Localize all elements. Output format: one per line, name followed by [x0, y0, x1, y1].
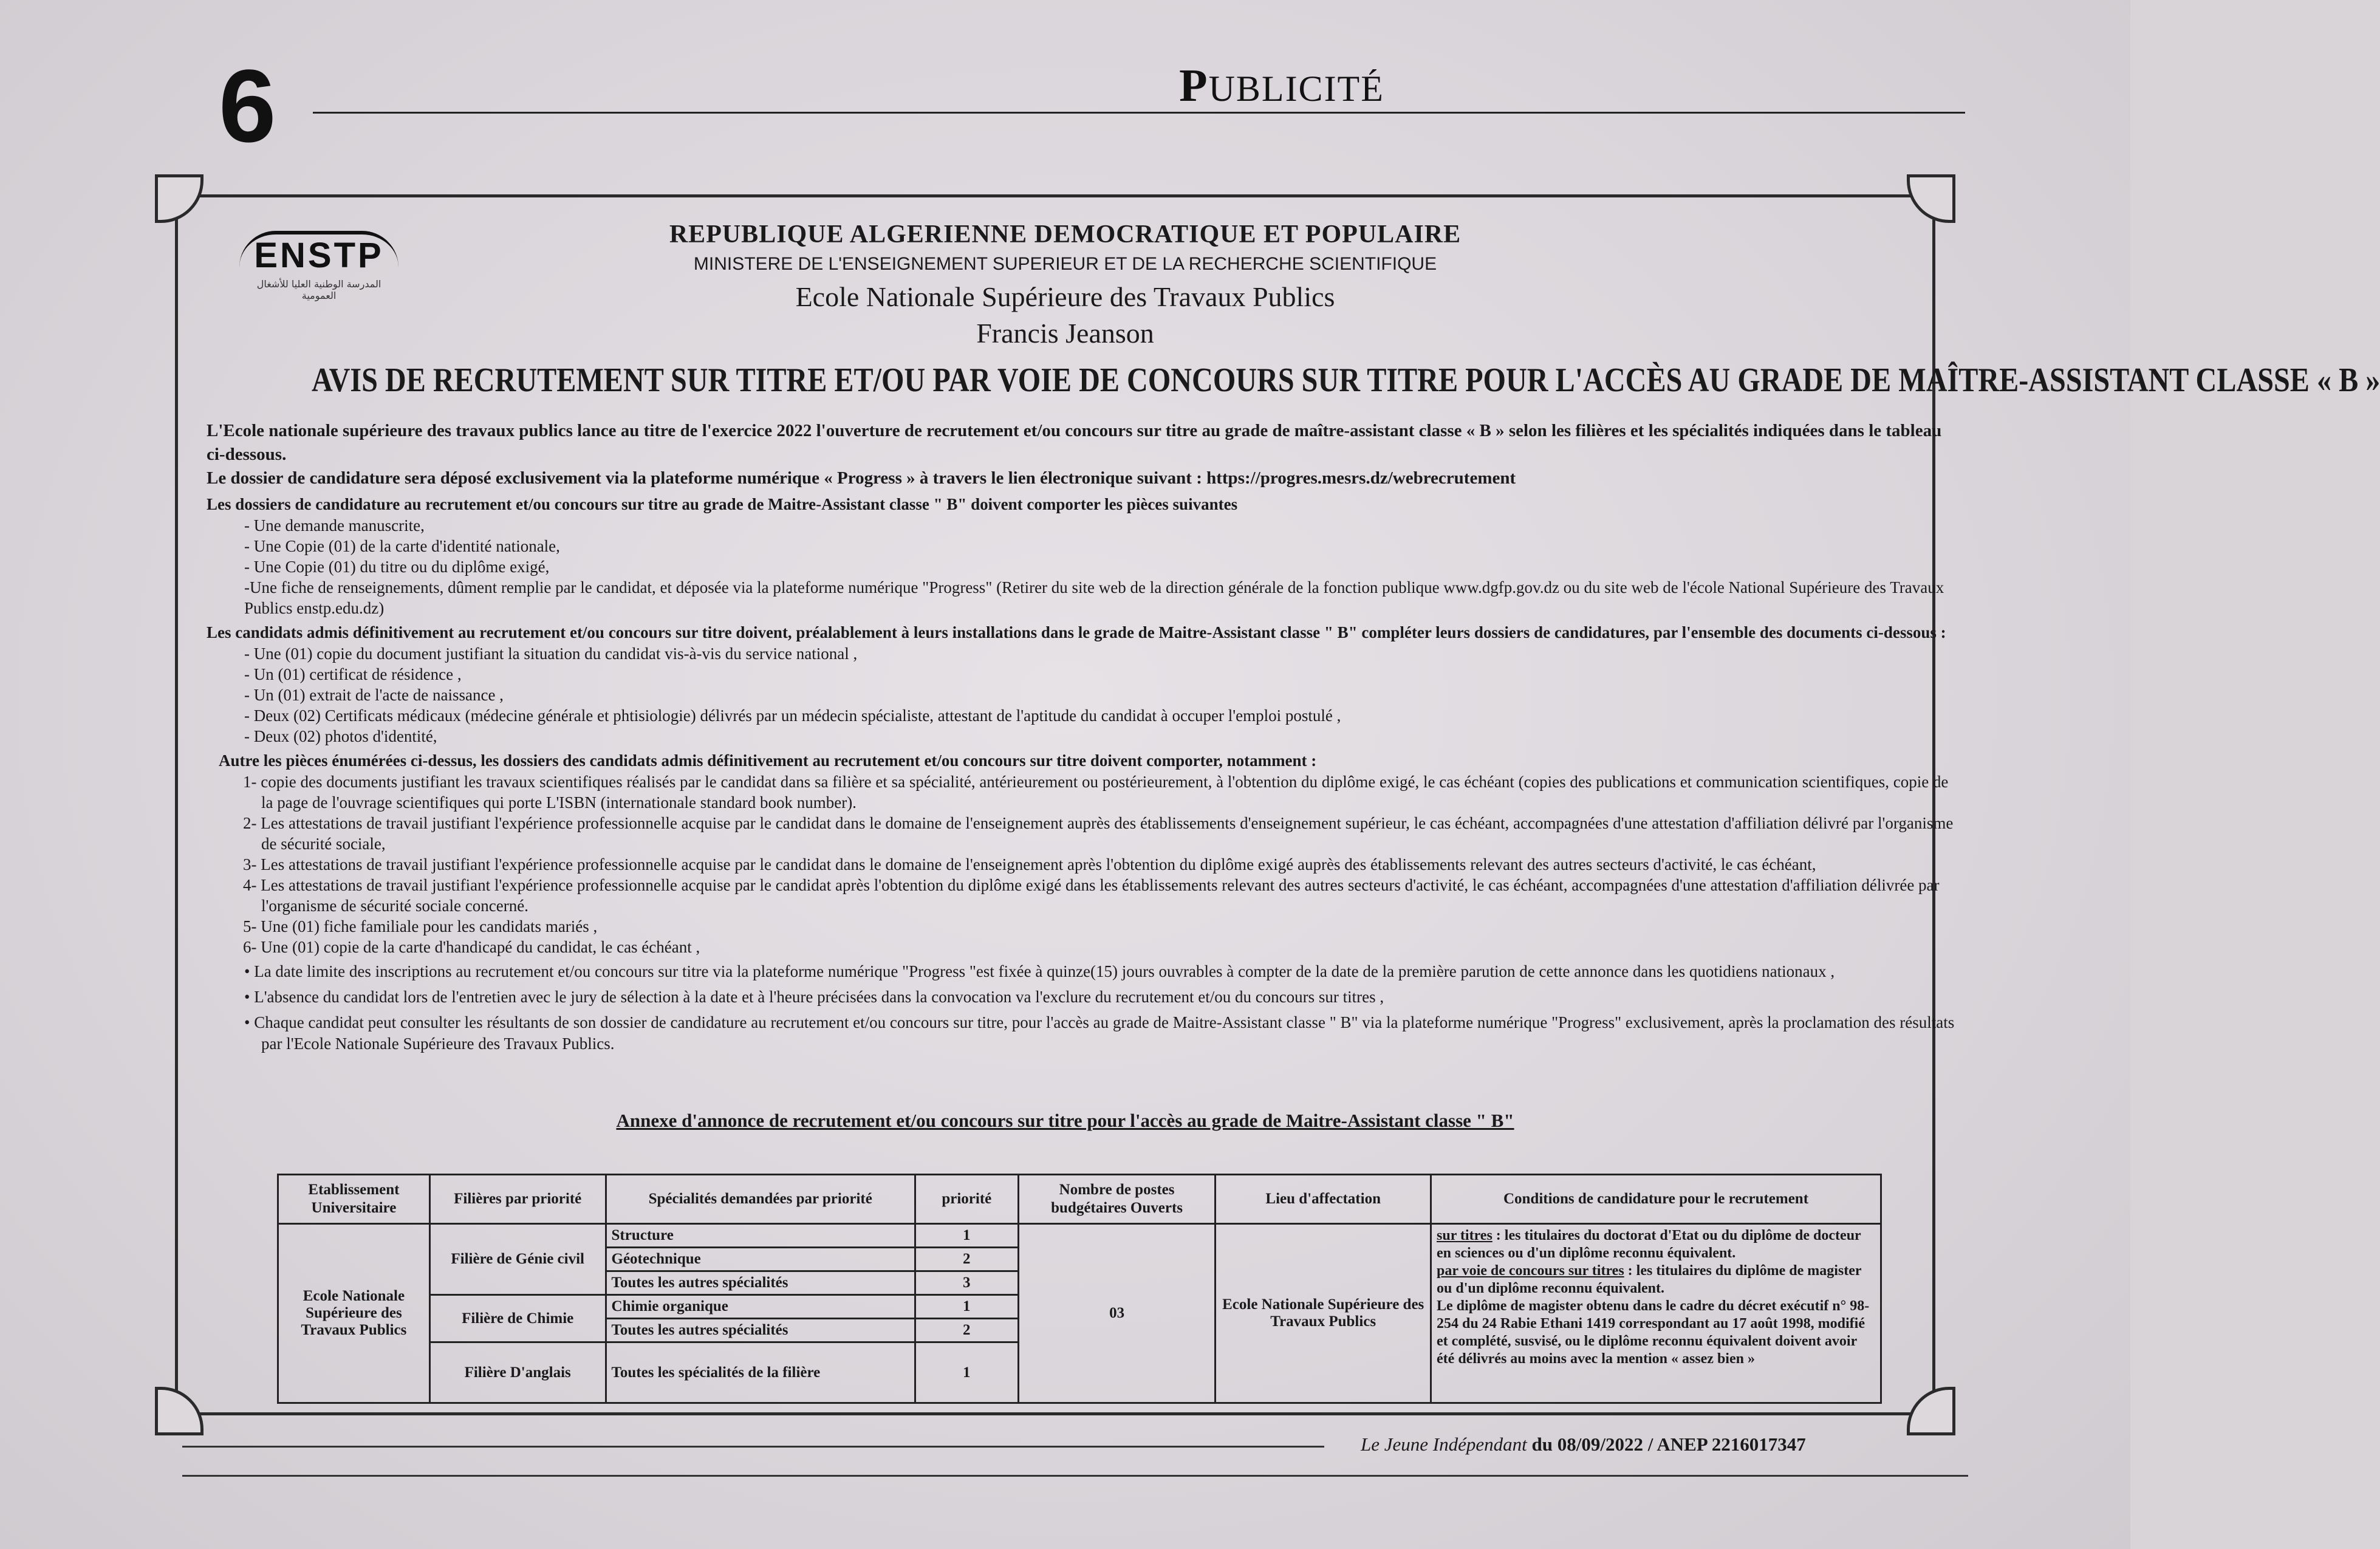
- conditions-cell: [1431, 1224, 1881, 1403]
- annex-table: [277, 1174, 1882, 1404]
- list-item: - Deux (02) photos d'identité,: [244, 727, 437, 745]
- priorite-cell: 1: [915, 1295, 1018, 1319]
- list-item: - Un (01) extrait de l'acte de naissance ,: [244, 686, 504, 704]
- priorite-cell: 1: [915, 1224, 1018, 1248]
- list-item: - Deux (02) Certificats médicaux (médecine générale et phtisiologie) délivrés par un médecin spécialiste, attestant de l'aptitude du candidat à occuper l'emploi postulé ,: [244, 706, 1341, 725]
- filiere-cell: Filière D'anglais: [429, 1342, 606, 1403]
- priorite-cell: 1: [915, 1342, 1018, 1403]
- specialite-cell: Toutes les autres spécialités: [606, 1271, 915, 1295]
- notes-list: [207, 961, 1956, 1055]
- filiere-cell: Filière de Génie civil: [429, 1224, 606, 1295]
- list-item: -Une fiche de renseignements, dûment remplie par le candidat, et déposée via la plateforme numérique "Progress" (Retirer du site web de la direction générale de la fonction publique www.dgfp.gov.dz ou du site web de l'école National Supérieure des Travaux Publics enstp.edu.dz): [244, 578, 1944, 617]
- priorite-cell: 3: [915, 1271, 1018, 1295]
- priorite-cell: 2: [915, 1319, 1018, 1342]
- specialite-cell: Chimie organique: [606, 1295, 915, 1319]
- republic-heading: REPUBLIQUE ALGERIENNE DEMOCRATIQUE ET POPULAIRE: [669, 221, 1462, 248]
- intro-paragraph: L'Ecole nationale supérieure des travaux publics lance au titre de l'exercice 2022 l'ouverture de recrutement et/ou concours sur titre au grade de maître-assistant classe « B » selon les filières et les spécialités indiquées dans le tableau ci-dessous.: [207, 421, 1942, 464]
- avis-title: AVIS DE RECRUTEMENT SUR TITRE ET/OU PAR VOIE DE CONCOURS SUR TITRE POUR L'ACCÈS AU GRADE DE MAÎTRE-ASSISTANT CLASSE « B »: [312, 361, 2380, 399]
- ad-body: [207, 419, 1956, 1059]
- list-item: 4- Les attestations de travail justifiant l'expérience professionnelle acquise par le candidat après l'obtention du diplôme exigé dans les établissements relevant des autres secteurs d'activité, le cas échéant, accompagnées d'une attestation d'affiliation délivrée par l'organisme de sécurité sociale concerné.: [243, 876, 1940, 915]
- specialite-cell: Géotechnique: [606, 1248, 915, 1271]
- logo-subtext: المدرسة الوطنية العليا للأشغال العمومية: [256, 278, 381, 302]
- footer-citation: [1361, 1434, 1806, 1455]
- column-header: Filières par priorité: [429, 1175, 606, 1224]
- autres-list: [207, 771, 1956, 957]
- school-name-heading: Francis Jeanson: [976, 318, 1154, 349]
- priorite-cell: 2: [915, 1248, 1018, 1271]
- list-item: - Un (01) certificat de résidence ,: [244, 665, 462, 683]
- sur-titres-text: : les titulaires du doctorat d'Etat ou du diplôme de docteur en sciences ou d'un diplôme reconnu équivalent.: [1437, 1228, 1861, 1261]
- bottom-rule: [182, 1475, 1968, 1477]
- list-item: 3- Les attestations de travail justifiant l'expérience professionnelle acquise par le candidat dans le domaine de l'enseignement après l'obtention du diplôme exigé auprès des établissements relevant des autres secteurs d'activité, le cas échéant,: [243, 855, 1816, 874]
- list-item: - Une (01) copie du document justifiant la situation du candidat vis-à-vis du service national ,: [244, 645, 858, 663]
- table-header-row: [278, 1175, 1881, 1224]
- column-header: Spécialités demandées par priorité: [606, 1175, 915, 1224]
- section-title-initial: P: [1179, 60, 1209, 111]
- filiere-cell: Filière de Chimie: [429, 1295, 606, 1342]
- postes-cell: 03: [1018, 1224, 1216, 1403]
- annex-title: Annexe d'annonce de recrutement et/ou concours sur titre pour l'accès au grade de Maitre-Assistant classe " B": [616, 1110, 1514, 1131]
- concours-text: : les titulaires du diplôme de magister ou d'un diplôme reconnu équivalent.: [1437, 1263, 1862, 1296]
- list-item: 6- Une (01) copie de la carte d'handicapé du candidat, le cas échéant ,: [243, 938, 700, 956]
- list-item: 5- Une (01) fiche familiale pour les candidats mariés ,: [243, 917, 598, 935]
- lieu-cell: Ecole Nationale Supérieure des Travaux Publics: [1216, 1224, 1431, 1403]
- list-item: - Une demande manuscrite,: [244, 516, 425, 535]
- intro-link-paragraph: Le dossier de candidature sera déposé exclusivement via la plateforme numérique « Progress » à travers le lien électronique suivant : https://progres.mesrs.dz/webrecrutement: [207, 468, 1516, 488]
- admis-title: Les candidats admis définitivement au recrutement et/ou concours sur titre doivent, préalablement à leurs installations dans le grade de Maitre-Assistant classe " B" compléter leurs dossiers de candidatures, par l'ensemble des documents ci-dessous :: [207, 623, 1946, 641]
- logo-text: ENSTP: [239, 231, 398, 273]
- journal-name: Le Jeune Indépendant: [1361, 1434, 1527, 1455]
- column-header: Conditions de candidature pour le recrutement: [1431, 1175, 1881, 1224]
- table-row: [278, 1224, 1881, 1248]
- note-item: • Chaque candidat peut consulter les résultants de son dossier de candidature au recrutement et/ou concours sur titre, pour l'accès au grade de Maitre-Assistant classe " B" via la plateforme numérique "Progress" exclusivement, après la proclamation des résultats par l'Ecole Nationale Supérieure des Travaux Publics.: [244, 1012, 1956, 1055]
- concours-label: par voie de concours sur titres: [1437, 1263, 1624, 1279]
- sur-titres-label: sur titres: [1437, 1228, 1493, 1243]
- footer-rule: [182, 1446, 1324, 1448]
- ministry-heading: MINISTERE DE L'ENSEIGNEMENT SUPERIEUR ET DE LA RECHERCHE SCIENTIFIQUE: [693, 254, 1437, 274]
- section-title: [948, 60, 1616, 112]
- specialite-cell: Toutes les autres spécialités: [606, 1319, 915, 1342]
- citation-details: du 08/09/2022 / ANEP 2216017347: [1527, 1434, 1806, 1455]
- dossier-title: Les dossiers de candidature au recrutement et/ou concours sur titre au grade de Maitre-Assistant classe " B" doivent comporter les pièces suivantes: [207, 495, 1238, 513]
- frame-corner: [155, 174, 203, 223]
- column-header: Lieu d'affectation: [1216, 1175, 1431, 1224]
- page-number: 6: [219, 49, 276, 164]
- list-item: 2- Les attestations de travail justifiant l'expérience professionnelle acquise par le candidat dans le domaine de l'enseignement auprès des établissements d'enseignement supérieur, le cas échéant, accompagnées d'une attestation d'affiliation délivré par l'organisme de sécurité sociale,: [243, 814, 1954, 853]
- list-item: 1- copie des documents justifiant les travaux scientifiques réalisés par le candidat dans sa filière et sa spécialité, antérieurement ou postérieurement, à l'obtention du diplôme exigé, le cas échéant (copies des publications et communication scientifiques, copie de la page de l'ouvrage scientifiques qui porte L'ISBN (internationale standard book number).: [243, 773, 1949, 812]
- etablissement-cell: Ecole Nationale Supérieure des Travaux Publics: [278, 1224, 430, 1403]
- specialite-cell: Toutes les spécialités de la filière: [606, 1342, 915, 1403]
- admis-list: [207, 643, 1956, 747]
- list-item: - Une Copie (01) de la carte d'identité nationale,: [244, 537, 560, 555]
- frame-corner: [1907, 1387, 1955, 1435]
- frame-corner: [155, 1387, 203, 1435]
- magister-text: Le diplôme de magister obtenu dans le cadre du décret exécutif n° 98-254 du 24 Rabie Ethani 1419 correspondant au 17 août 1998, modifié et complété, susvisé, ou le diplôme reconnu équivalent doivent avoir été délivrés au moins avec la mention « assez bien »: [1437, 1298, 1870, 1367]
- specialite-cell: Structure: [606, 1224, 915, 1248]
- column-header: Nombre de postes budgétaires Ouverts: [1018, 1175, 1216, 1224]
- column-header: priorité: [915, 1175, 1018, 1224]
- frame-corner: [1907, 174, 1955, 223]
- autres-title: Autre les pièces énumérées ci-dessus, les dossiers des candidats admis définitivement au recrutement et/ou concours sur titre doivent comporter, notamment :: [219, 751, 1317, 770]
- note-item: • L'absence du candidat lors de l'entretien avec le jury de sélection à la date et à l'heure précisées dans la convocation va l'exclure du recrutement et/ou du concours sur titres ,: [244, 987, 1956, 1008]
- section-title-rest: UBLICITÉ: [1208, 69, 1384, 109]
- header-rule: [313, 112, 1965, 114]
- school-heading: Ecole Nationale Supérieure des Travaux Publics: [795, 281, 1335, 312]
- list-item: - Une Copie (01) du titre ou du diplôme exigé,: [244, 558, 550, 576]
- column-header: Etablissement Universitaire: [278, 1175, 430, 1224]
- note-item: • La date limite des inscriptions au recrutement et/ou concours sur titre via la plateforme numérique "Progress "est fixée à quinze(15) jours ouvrables à compter de la date de la première parution de cette annonce dans les quotidiens nationaux ,: [244, 961, 1956, 982]
- dossier-list: [207, 515, 1956, 618]
